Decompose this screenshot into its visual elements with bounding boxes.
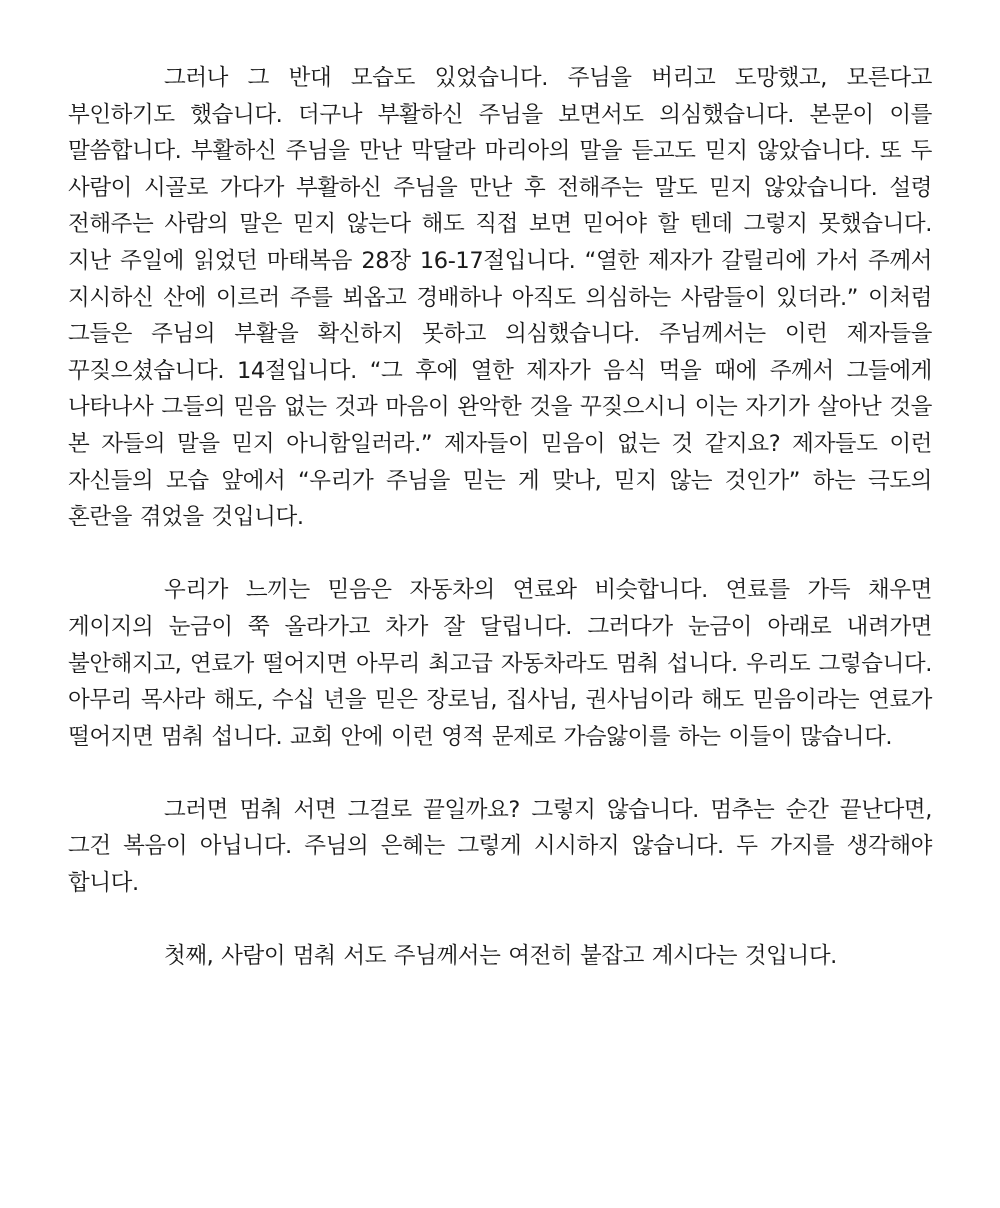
paragraph-not-the-end: 그러면 멈춰 서면 그걸로 끝일까요? 그렇지 않습니다. 멈추는 순간 끝난다면, 그건 복음이 아닙니다. 주님의 은혜는 그렇게 시시하지 않습니다. 두 가지를 생각해야 합니다. bbox=[68, 796, 932, 897]
paragraph-first-point: 첫째, 사람이 멈춰 서도 주님께서는 여전히 붙잡고 계시다는 것입니다. bbox=[164, 943, 837, 970]
document-body bbox=[68, 60, 932, 975]
paragraph-faith-as-fuel: 우리가 느끼는 믿음은 자동차의 연료와 비슷합니다. 연료를 가득 채우면 게이지의 눈금이 쭉 올라가고 차가 잘 달립니다. 그러다가 눈금이 아래로 내려가면 불안해지고, 연료가 떨어지면 아무리 최고급 자동차라도 멈춰 섭니다. 우리도 그렇습니다. 아무리 목사라 해도, 수십 년을 믿은 장로님, 집사님, 권사님이라 해도 믿음이라는 연료가 떨어지면 멈춰 섭니다. 교회 안에 이런 영적 문제로 가슴앓이를 하는 이들이 많습니다. bbox=[68, 577, 932, 750]
paragraph-doubt-of-disciples: 그러나 그 반대 모습도 있었습니다. 주님을 버리고 도망했고, 모른다고 부인하기도 했습니다. 더구나 부활하신 주님을 보면서도 의심했습니다. 본문이 이를 말씀합니다. 부활하신 주님을 만난 막달라 마리아의 말을 듣고도 믿지 않았습니다. 또 두 사람이 시골로 가다가 부활하신 주님을 만난 후 전해주는 말도 믿지 않았습니다. 설령 전해주는 사람의 말은 믿지 않는다 해도 직접 보면 믿어야 할 텐데 그렇지 못했습니다. 지난 주일에 읽었던 마태복음 28장 16-17절입니다. “열한 제자가 갈릴리에 가서 주께서 지시하신 산에 이르러 주를 뵈옵고 경배하나 아직도 의심하는 사람들이 있더라.” 이처럼 그들은 주님의 부활을 확신하지 못하고 의심했습니다. 주님께서는 이런 제자들을 꾸짖으셨습니다. 14절입니다. “그 후에 열한 제자가 음식 먹을 때에 주께서 그들에게 나타나사 그들의 믿음 없는 것과 마음이 완악한 것을 꾸짖으시니 이는 자기가 살아난 것을 본 자들의 말을 믿지 아니함일러라.” 제자들이 믿음이 없는 것 같지요? 제자들도 이런 자신들의 모습 앞에서 “우리가 주님을 믿는 게 맞나, 믿지 않는 것인가” 하는 극도의 혼란을 겪었을 것입니다. bbox=[68, 65, 932, 531]
